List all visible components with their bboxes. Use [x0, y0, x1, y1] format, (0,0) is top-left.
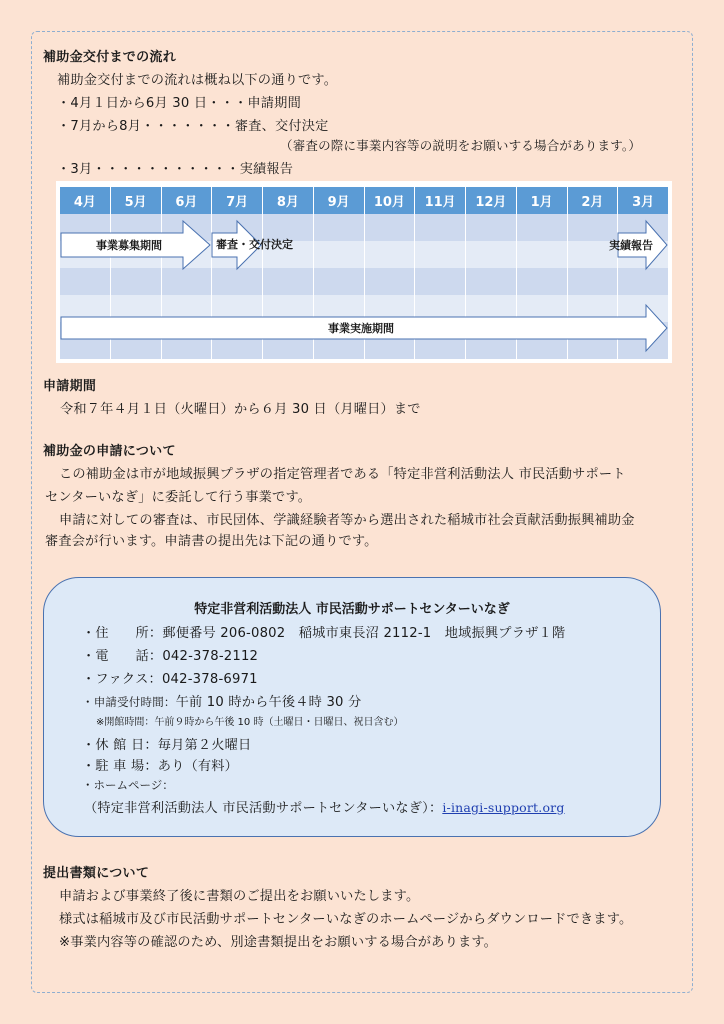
contact-parking-row — [82, 755, 238, 774]
documents-line3: ※事業内容等の確認のため、別途書類提出をお願いする場合があります。 — [59, 935, 498, 950]
contact-homepage-row — [84, 797, 565, 816]
contact-hours-note: ※開館時間：午前９時から午後 10 時（土曜日・日曜日、祝日含む） — [96, 717, 404, 728]
contact-homepage-label: ・ホームページ： — [82, 778, 174, 792]
month-label: 3月 — [632, 195, 655, 210]
about-paragraph1-line1: この補助金は市が地域振興プラザの指定管理者である「特定非営利活動法人 市民活動サポート — [59, 467, 626, 482]
contact-phone-label: ・電 話： — [82, 649, 163, 664]
arrow-report-label: 実績報告 — [609, 239, 653, 252]
schedule-timeline — [56, 181, 672, 363]
homepage-link[interactable]: i-inagi-support.org — [442, 800, 565, 815]
contact-address-row — [82, 622, 565, 641]
month-label: 8月 — [263, 187, 314, 214]
month-label: 6月 — [162, 187, 213, 214]
month-label: 1月 — [517, 187, 568, 214]
contact-hours-row — [82, 691, 361, 710]
contact-address: 郵便番号 206-0802 稲城市東長沼 2112-1 地域振興プラザ１階 — [162, 626, 566, 641]
contact-hours-label: ・申請受付時間： — [82, 695, 176, 709]
month-label: 12月 — [466, 187, 517, 214]
about-paragraph2-line1: 申請に対しての審査は、市民団体、学識経験者等から選出された稲城市社会貢献活動振興補助金 — [59, 513, 635, 528]
contact-closed-label: ・休 館 日： — [82, 738, 158, 753]
contact-fax-label: ・ファクス： — [82, 672, 162, 687]
arrow-recruitment-label: 事業募集期間 — [96, 239, 162, 252]
contact-hours: 午前 10 時から午後４時 30 分 — [175, 695, 362, 710]
contact-phone-row — [82, 645, 258, 664]
contact-closed: 毎月第２火曜日 — [157, 738, 252, 753]
flow-item-review-note: （審査の際に事業内容等の説明をお願いする場合があります。） — [280, 138, 642, 153]
month-label: 10月 — [365, 187, 416, 214]
period-text: 令和７年４月１日（火曜日）から６月 30 日（月曜日）まで — [60, 402, 421, 417]
documents-line1: 申請および事業終了後に書類のご提出をお願いいたします。 — [59, 889, 420, 904]
about-paragraph2-line2: 審査会が行います。申請書の提出先は下記の通りです。 — [45, 534, 378, 549]
about-paragraph1-line2: センターいなぎ」に委託して行う事業です。 — [45, 490, 312, 505]
month-label: 11月 — [415, 187, 466, 214]
contact-org-name: 特定非営利活動法人 市民活動サポートセンターいなぎ — [194, 602, 510, 617]
documents-heading: 提出書類について — [43, 866, 150, 881]
contact-closed-row — [82, 734, 251, 753]
arrow-review-label: 審査・交付決定 — [216, 238, 293, 251]
contact-info-box — [43, 577, 661, 837]
flow-intro: 補助金交付までの流れは概ね以下の通りです。 — [57, 73, 338, 88]
contact-parking: あり（有料） — [157, 759, 239, 774]
month-label: 9月 — [314, 187, 365, 214]
about-heading: 補助金の申請について — [43, 444, 176, 459]
contact-phone: 042-378-2112 — [162, 649, 259, 664]
period-heading: 申請期間 — [43, 379, 97, 394]
documents-line2: 様式は稲城市及び市民活動サポートセンターいなぎのホームページからダウンロードできます。 — [59, 912, 633, 927]
flow-heading: 補助金交付までの流れ — [43, 50, 177, 65]
month-label: 7月 — [212, 187, 263, 214]
month-label: 5月 — [111, 187, 162, 214]
timeline-arrows — [56, 181, 672, 363]
contact-homepage-org: （特定非営利活動法人 市民活動サポートセンターいなぎ）： — [84, 801, 443, 816]
flow-item-review: ・7月から8月・・・・・・・審査、交付決定 — [57, 119, 329, 134]
arrow-implementation-label: 事業実施期間 — [328, 322, 394, 335]
contact-parking-label: ・駐 車 場： — [82, 759, 158, 774]
flow-item-report: ・3月・・・・・・・・・・・実績報告 — [57, 162, 294, 177]
contact-fax: 042-378-6971 — [161, 672, 258, 687]
flow-item-application: ・4月１日から6月 30 日・・・申請期間 — [57, 96, 301, 111]
contact-address-label: ・住 所： — [82, 626, 163, 641]
month-label: 2月 — [568, 187, 619, 214]
contact-fax-row — [82, 668, 258, 687]
month-label: 4月 — [60, 187, 111, 214]
